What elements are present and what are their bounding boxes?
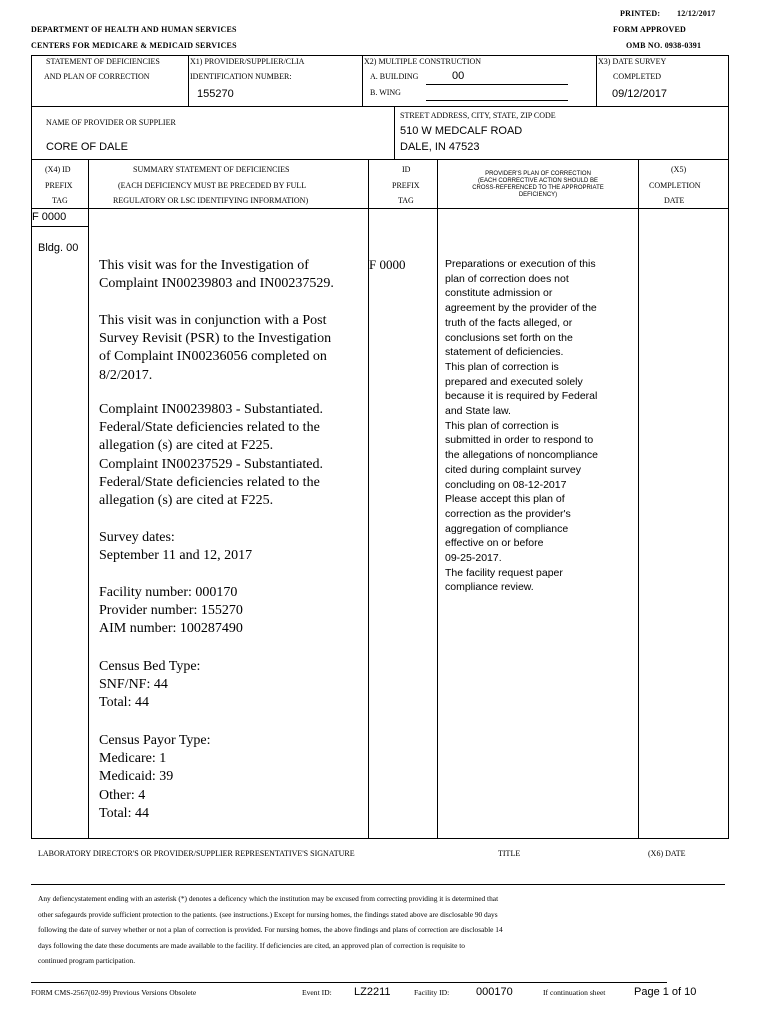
id-header-3: TAG — [398, 196, 414, 205]
summary-header-3: REGULATORY OR LSC IDENTIFYING INFORMATION) — [113, 196, 309, 205]
plan-of-correction: Preparations or execution of this plan of correction does not constitute admission or agreement by the provider of the truth of the facts alleged, or conclusions set forth on the statement of deficiencies. This plan of correction is prepared and executed solely because it is required by Federal and State law. This plan of correction is submitted in order to respond to the allegations of noncompliance cited during complaint survey concluding on 08-12-2017 Please accept this plan of correction as the provider's aggregation of compliance effective on or before 09-25-2017. The facility request paper compliance review. — [445, 258, 598, 594]
statement-label-2: AND PLAN OF CORRECTION — [44, 72, 150, 81]
x1-label-2: IDENTIFICATION NUMBER: — [190, 72, 292, 81]
x4-header-1: (X4) ID — [45, 165, 71, 174]
x2-label: X2) MULTIPLE CONSTRUCTION — [364, 57, 482, 66]
address-label: STREET ADDRESS, CITY, STATE, ZIP CODE — [400, 111, 556, 120]
x5-header-3: DATE — [664, 196, 685, 205]
summary-para-3: Complaint IN00239803 - Substantiated. Federal/State deficiencies related to the allegation (s) are cited at F225. Complaint IN00237529 - Substantiated. Federal/State deficiencies related to the allegation (s) are cited at F225. — [99, 402, 323, 509]
statement-label-1: STATEMENT OF DEFICIENCIES — [46, 57, 160, 66]
department-title: DEPARTMENT OF HEALTH AND HUMAN SERVICES — [31, 25, 237, 34]
address-street: 510 W MEDCALF ROAD — [400, 125, 523, 137]
survey-date-value: 09/12/2017 — [612, 88, 668, 100]
x6-date-label: (X6) DATE — [648, 849, 686, 858]
printed-date: 12/12/2017 — [677, 9, 716, 18]
building-tag: Bldg. 00 — [38, 242, 79, 254]
summary-para-2: This visit was in conjunction with a Post Survey Revisit (PSR) to the Investigation of Complaint IN00236056 completed on 8/2/2017. — [99, 313, 332, 383]
x1-label-1: X1) PROVIDER/SUPPLIER/CLIA — [190, 57, 305, 66]
signature-label: LABORATORY DIRECTOR'S OR PROVIDER/SUPPLIER REPRESENTATIVE'S SIGNATURE — [38, 849, 355, 858]
facility-id-label: Facility ID: — [414, 988, 450, 997]
summary-para-5: Facility number: 000170 Provider number: 155270 AIM number: 100287490 — [99, 585, 243, 637]
summary-para-1: This visit was for the Investigation of Complaint IN00239803 and IN00237529. — [99, 258, 334, 292]
event-id-value: LZ2211 — [354, 986, 391, 998]
disclaimer-text: Any defiencystatement ending with an asterisk (*) denotes a deficency which the institution may be excused from correcting providing it is determined that other safegaurds provide sufficient protection to the patients. (see instructions.) Except for nursing homes, the findings stated above are disclosable 90 days following the date of survey whether or not a plan of correction is provided. For nursing homes, the above findings and plans of correction are disclosable 14 days following the date these documents are made available to the facility. If deficiencies are cited, an approved plan of correction is requisite to continued program participation. — [38, 894, 503, 965]
building-value: 00 — [452, 70, 465, 82]
form-approved: FORM APPROVED — [613, 25, 687, 34]
page-number: Page 1 of 10 — [634, 986, 697, 998]
building-label: A. BUILDING — [370, 72, 419, 81]
summary-para-7: Census Payor Type: Medicare: 1 Medicaid: 39 Other: 4 Total: 44 — [99, 733, 211, 821]
x3-label-1: X3) DATE SURVEY — [598, 57, 667, 66]
poc-header: PROVIDER'S PLAN OF CORRECTION (EACH CORRECTIVE ACTION SHOULD BE CROSS-REFERENCED TO THE APPROPRIATE DEFICIENCY) — [472, 171, 604, 198]
summary-header-1: SUMMARY STATEMENT OF DEFICIENCIES — [133, 165, 290, 174]
x5-header-2: COMPLETION — [649, 181, 701, 190]
wing-label: B. WING — [370, 88, 401, 97]
title-label: TITLE — [498, 849, 521, 858]
x4-header-3: TAG — [52, 196, 68, 205]
x5-header-1: (X5) — [671, 165, 687, 174]
summary-para-4: Survey dates: September 11 and 12, 2017 — [99, 530, 253, 564]
form-number: FORM CMS-2567(02-99) Previous Versions Obsolete — [31, 988, 197, 997]
address-city: DALE, IN 47523 — [400, 141, 480, 153]
facility-id-value: 000170 — [476, 986, 513, 998]
summary-para-6: Census Bed Type: SNF/NF: 44 Total: 44 — [99, 659, 201, 711]
id-header-2: PREFIX — [392, 181, 420, 190]
centers-title: CENTERS FOR MEDICARE & MEDICAID SERVICES — [31, 41, 237, 50]
provider-name-label: NAME OF PROVIDER OR SUPPLIER — [46, 118, 176, 127]
x3-label-2: COMPLETED — [613, 72, 661, 81]
omb-number: OMB NO. 0938-0391 — [626, 41, 702, 50]
provider-name-value: CORE OF DALE — [46, 141, 128, 153]
printed-label: PRINTED: — [620, 9, 661, 18]
continuation-label: If continuation sheet — [543, 988, 606, 997]
tag-right: F 0000 — [369, 257, 406, 272]
provider-id-value: 155270 — [197, 88, 234, 100]
event-id-label: Event ID: — [302, 988, 332, 997]
tag-left: F 0000 — [32, 211, 67, 223]
x4-header-2: PREFIX — [45, 181, 73, 190]
summary-header-2: (EACH DEFICIENCY MUST BE PRECEDED BY FULL — [118, 181, 307, 190]
id-header-1: ID — [402, 165, 411, 174]
